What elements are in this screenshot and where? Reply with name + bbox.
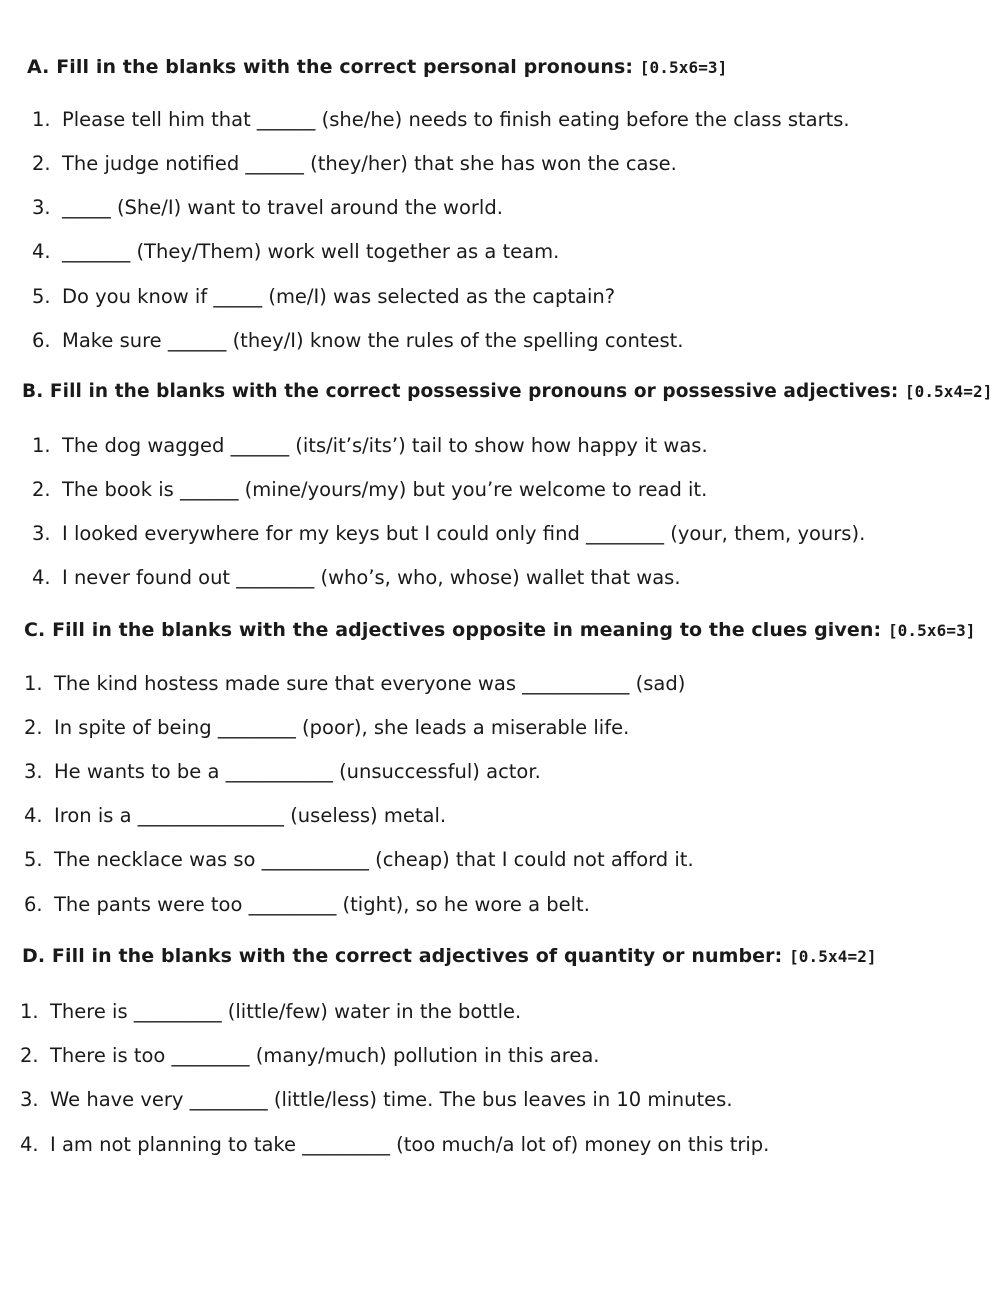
question-number: 1. (32, 434, 51, 457)
question-number: 5. (24, 848, 43, 871)
question-b3 (32, 522, 865, 545)
question-b2 (32, 478, 707, 501)
section-c-heading (24, 619, 976, 641)
section-a-marks: [0.5x6=3] (639, 58, 728, 77)
question-c5 (24, 848, 694, 871)
question-number: 3. (24, 760, 43, 783)
question-a4 (32, 240, 559, 263)
question-c2 (24, 716, 629, 739)
question-b1 (32, 434, 708, 457)
question-text: I never found out ________ (who’s, who, whose) wallet that was. (62, 566, 681, 589)
question-b4 (32, 566, 681, 589)
question-d3 (20, 1088, 733, 1111)
section-c-instruction: Fill in the blanks with the adjectives opposite in meaning to the clues given: (45, 619, 888, 641)
question-number: 2. (24, 716, 43, 739)
question-text: Please tell him that ______ (she/he) needs to finish eating before the class starts. (62, 108, 850, 131)
question-text: The pants were too _________ (tight), so he wore a belt. (54, 893, 590, 916)
section-d-marks: [0.5x4=2] (789, 947, 877, 966)
question-text: _____ (She/I) want to travel around the world. (62, 196, 503, 219)
section-d-heading (22, 945, 877, 967)
question-text: There is _________ (little/few) water in the bottle. (50, 1000, 522, 1023)
question-a3 (32, 196, 503, 219)
section-b-letter: B. (22, 381, 44, 402)
question-c1 (24, 672, 685, 695)
section-a-heading (27, 56, 727, 78)
question-text: We have very ________ (little/less) time. The bus leaves in 10 minutes. (50, 1088, 733, 1111)
question-a5 (32, 285, 615, 308)
question-number: 6. (32, 329, 51, 352)
section-c-marks: [0.5x6=3] (887, 621, 976, 640)
question-text: The dog wagged ______ (its/it’s/its’) tail to show how happy it was. (62, 434, 708, 457)
question-text: The kind hostess made sure that everyone was ___________ (sad) (54, 672, 686, 695)
section-b-instruction: Fill in the blanks with the correct possessive pronouns or possessive adjectives: (43, 381, 905, 402)
section-b-marks: [0.5x4=2] (904, 382, 993, 401)
question-number: 1. (20, 1000, 39, 1023)
question-d2 (20, 1044, 600, 1067)
question-number: 4. (24, 804, 43, 827)
section-a-instruction: Fill in the blanks with the correct personal pronouns: (49, 56, 640, 78)
question-number: 3. (20, 1088, 39, 1111)
question-number: 2. (20, 1044, 39, 1067)
question-text: The judge notified ______ (they/her) that she has won the case. (62, 152, 677, 175)
question-number: 2. (32, 478, 51, 501)
question-c3 (24, 760, 541, 783)
question-number: 4. (20, 1133, 39, 1156)
question-text: He wants to be a ___________ (unsuccessful) actor. (54, 760, 541, 783)
question-a2 (32, 152, 677, 175)
section-d-letter: D. (22, 945, 46, 967)
question-text: I looked everywhere for my keys but I could only find ________ (your, them, yours). (62, 522, 866, 545)
question-d4 (20, 1133, 769, 1156)
question-text: In spite of being ________ (poor), she leads a miserable life. (54, 716, 630, 739)
question-c4 (24, 804, 446, 827)
question-number: 5. (32, 285, 51, 308)
question-number: 1. (32, 108, 51, 131)
question-number: 3. (32, 522, 51, 545)
question-text: The necklace was so ___________ (cheap) that I could not afford it. (54, 848, 694, 871)
question-number: 1. (24, 672, 43, 695)
question-d1 (20, 1000, 521, 1023)
question-number: 6. (24, 893, 43, 916)
question-text: The book is ______ (mine/yours/my) but you’re welcome to read it. (62, 478, 708, 501)
section-c-letter: C. (24, 619, 46, 641)
question-text: _______ (They/Them) work well together as a team. (62, 240, 560, 263)
question-text: Make sure ______ (they/I) know the rules of the spelling contest. (62, 329, 684, 352)
question-text: Iron is a _______________ (useless) metal. (54, 804, 447, 827)
section-a-letter: A. (27, 56, 50, 78)
question-a6 (32, 329, 684, 352)
question-number: 3. (32, 196, 51, 219)
question-number: 2. (32, 152, 51, 175)
question-number: 4. (32, 240, 51, 263)
question-a1 (32, 108, 850, 131)
question-number: 4. (32, 566, 51, 589)
section-b-heading (22, 381, 992, 402)
question-text: There is too ________ (many/much) pollution in this area. (50, 1044, 600, 1067)
question-c6 (24, 893, 590, 916)
question-text: Do you know if _____ (me/I) was selected as the captain? (62, 285, 616, 308)
section-d-instruction: Fill in the blanks with the correct adjectives of quantity or number: (45, 945, 790, 967)
question-text: I am not planning to take _________ (too much/a lot of) money on this trip. (50, 1133, 770, 1156)
